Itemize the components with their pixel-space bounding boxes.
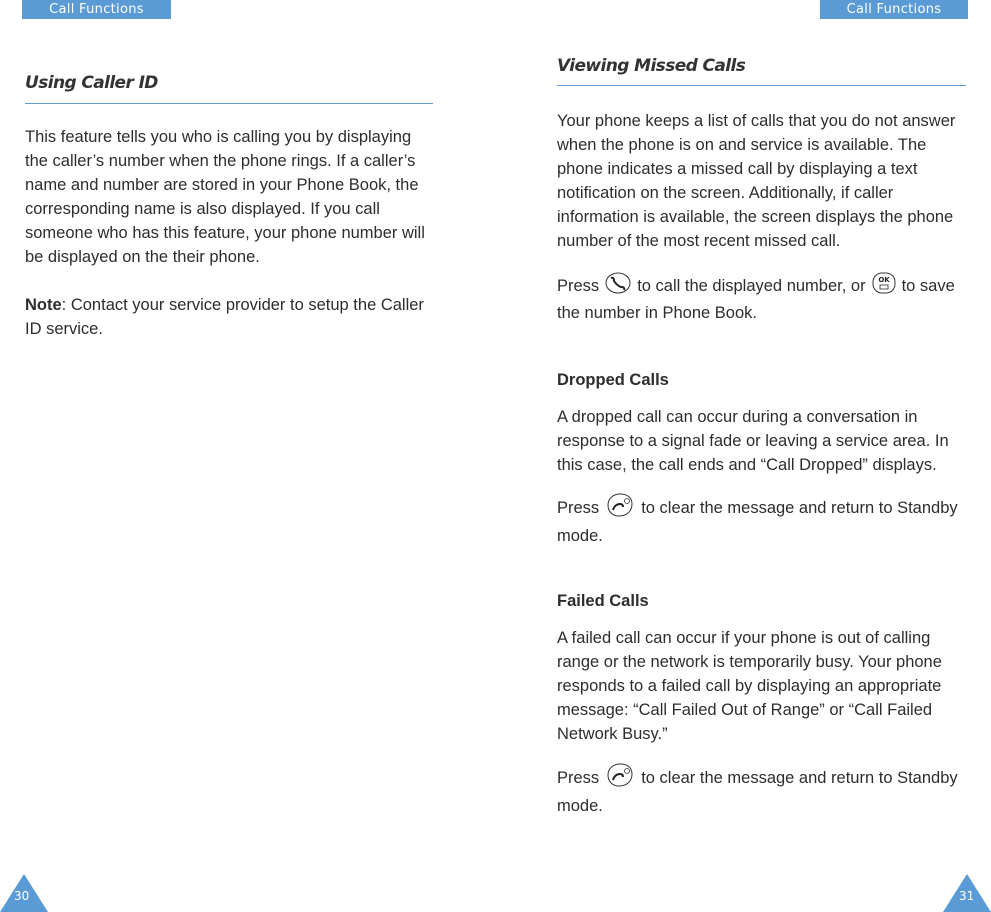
- section-title-caller-id: Using Caller ID: [25, 73, 158, 93]
- dropped-calls-text: A dropped call can occur during a conversation in response to a signal fade or leaving a service area. In this case, the call ends and “Call Dropped” displays.: [557, 408, 949, 474]
- end-key-icon: [605, 763, 635, 794]
- missed-end-text: to save the number in Phone Book.: [557, 276, 955, 322]
- page-number-right: 31: [959, 889, 975, 903]
- failed-calls-title: Failed Calls: [557, 592, 649, 610]
- title-divider-right: [557, 85, 966, 86]
- dropped-calls-title: Dropped Calls: [557, 371, 669, 389]
- dropped-calls-instruction: [557, 493, 967, 548]
- send-key-icon: [605, 272, 631, 301]
- failed-calls-text: A failed call can occur if your phone is out of calling range or the network is temporarily busy. Your phone responds to a failed call by displaying an appropriate message: “Call Failed Out of Range” or “Call Failed Network Busy.”: [557, 629, 942, 743]
- press-word: Press: [557, 768, 600, 787]
- failed-press-end: to clear the message and return to Standby mode.: [557, 768, 958, 815]
- failed-calls-instruction: [557, 763, 967, 818]
- note-text: : Contact your service provider to setup the Caller ID service.: [25, 296, 424, 338]
- note-label: Note: [25, 296, 62, 314]
- dropped-press-end: to clear the message and return to Standby mode.: [557, 498, 958, 545]
- page-number-left: 30: [14, 889, 30, 903]
- ok-key-icon: [872, 272, 896, 301]
- end-key-icon: [605, 493, 635, 524]
- press-word: Press: [557, 276, 600, 295]
- caller-id-body: This feature tells you who is calling you by displaying the caller’s number when the phone rings. If a caller’s name and number are stored in your Phone Book, the corresponding name is also displayed. If you call someone who has this feature, your phone number will be displayed on the their phone.: [25, 128, 425, 266]
- missed-calls-instruction: [557, 272, 967, 325]
- missed-mid-text: to call the displayed number, or: [637, 276, 866, 295]
- caller-id-note: [25, 293, 435, 341]
- title-divider-left: [25, 103, 433, 104]
- header-tab-right: Call Functions: [820, 0, 968, 19]
- section-title-missed-calls: Viewing Missed Calls: [557, 56, 746, 76]
- ok-key-label: OK: [877, 276, 890, 284]
- missed-calls-intro: Your phone keeps a list of calls that you do not answer when the phone is on and service is available. The phone indicates a missed call by displaying a text notification on the screen. Additionally, if caller information is available, the screen displays the phone number of the most recent missed call.: [557, 112, 956, 250]
- press-word: Press: [557, 498, 600, 517]
- header-tab-left: Call Functions: [22, 0, 171, 19]
